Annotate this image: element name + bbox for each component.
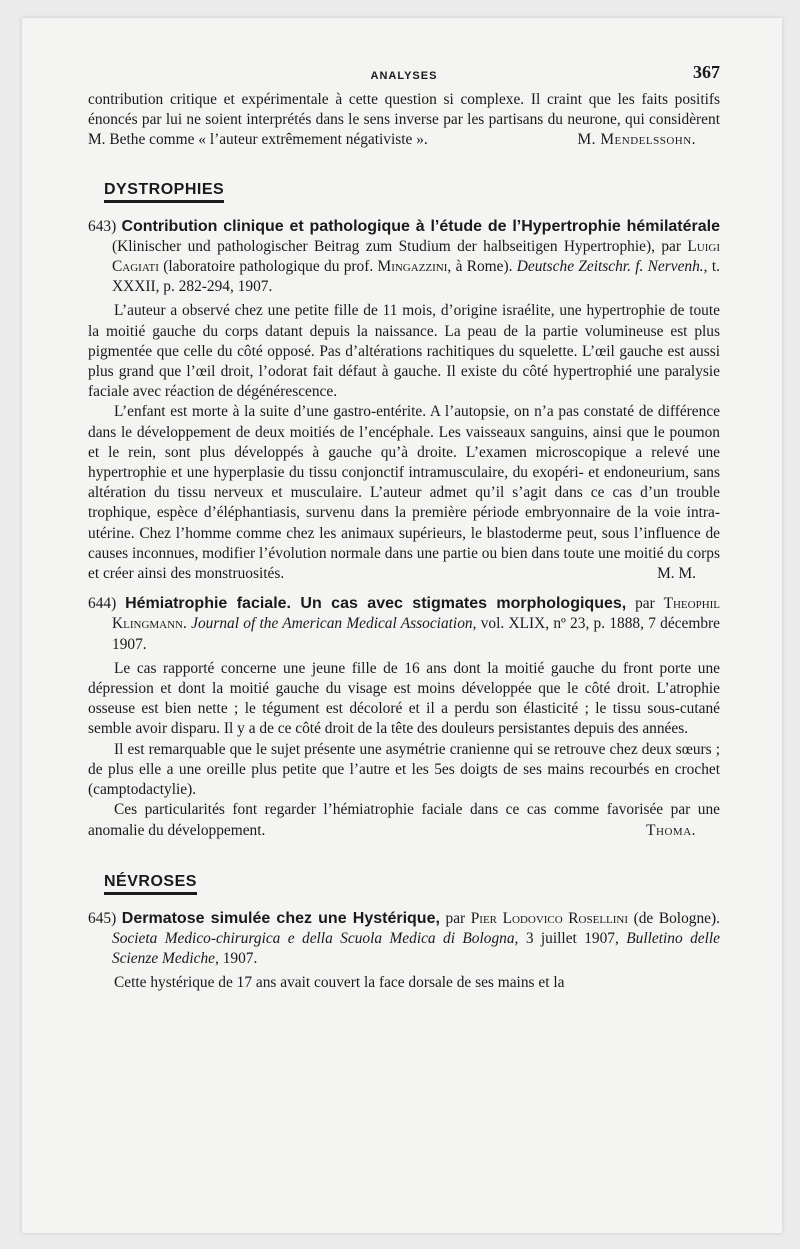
page-header <box>88 62 720 90</box>
entry-645-reference <box>88 909 720 970</box>
page <box>22 18 782 1233</box>
entry-643-paragraph-1: L’auteur a observé chez une petite fille de 11 mois, d’origine israélite, une hypertrophie de toute la moitié gauche du corps datant depuis la naissance. La peau de la partie volumineuse est plus pigmentée que celle du côté opposé. Pas d’altérations rachitiques du squelette. L’œil gauche est aussi plus grand que l’œil droit, l’odorat fait défaut à gauche. Il existe du côté hypertrophié une paralysie faciale avec réaction de dégénérescence. <box>88 302 720 401</box>
intro-paragraph <box>88 90 720 151</box>
entry-643-author: Luigi Cagiati <box>112 237 720 276</box>
intro-signature: M. Mendelssohn. <box>577 131 696 149</box>
intro-text: contribution critique et expérimentale à cette question si complexe. Il craint que les faits positifs énoncés par lui ne soient interprétés dans le sens inverse par les partisans du neurone, qui considèrent M. Bethe comme « l’auteur extrêmement négativiste ». <box>88 91 720 149</box>
section-heading-nevroses: NÉVROSES <box>104 873 197 895</box>
entry-644-journal: Journal of the American Medical Association <box>191 615 473 633</box>
entry-644-signature: Thoma. <box>646 821 696 839</box>
entry-643-reference <box>88 217 720 298</box>
entry-643-ref-text: (Klinischer und pathologischer Beitrag zum Studium der halbseitigen Hypertrophie), par <box>112 237 681 255</box>
entry-644-paragraph-3-text: Ces particularités font regarder l’hémiatrophie faciale dans ce cas comme favorisée par une anomalie du développement. <box>88 801 720 839</box>
section-heading-dystrophies: DYSTROPHIES <box>104 181 224 203</box>
entry-644-title: Hémiatrophie faciale. Un cas avec stigmates morphologiques, <box>125 595 627 613</box>
entry-643-ref-end: , t. XXXII, p. 282-294, 1907. <box>112 258 720 296</box>
entry-643-lab-author: Mingazzini <box>377 258 448 276</box>
entry-645-author: Pier Lodovico Rosellini <box>470 909 629 927</box>
running-head: ANALYSES <box>370 70 438 82</box>
entry-643-paragraph-2-text: L’enfant est morte à la suite d’une gastro-entérite. A l’autopsie, on n’a pas constaté de différence dans le développement de deux moitiés de l’encéphale. Les vaisseaux sanguins, ainsi que le poumon et le rein, sont plus développés à gauche qu’à droite. L’examen microscopique a relevé une hypertrophie et une hyperplasie du tissu conjonctif intramusculaire, du exopéri- et endoneurium, sans altération du tissu nerveux et musculaire. L’auteur admet qu’il s’agit dans ce cas d’un trouble trophique, espèce d’éléphantiasis, survenu dans la première période embryonnaire de la voie intra-utérine. Chez l’homme comme chez les animaux supérieurs, le blastoderme peut, sous l’influence de causes inconnues, modifier l’évolution normale dans une partie ou bien dans toute une moitié du corps et créer ainsi des monstruosités. <box>88 403 720 583</box>
entry-644-number: 644) <box>88 595 117 613</box>
entry-645 <box>88 909 720 994</box>
page-content <box>88 62 720 994</box>
entry-644-reference <box>88 594 720 655</box>
entry-645-par: par <box>445 909 466 927</box>
entry-643-lab-prefix: (laboratoire pathologique du prof. <box>163 258 374 276</box>
page-number: 367 <box>693 62 720 82</box>
entry-643-signature: M. M. <box>657 565 696 583</box>
entry-645-ref-mid: (de Bologne). <box>633 909 720 927</box>
entry-645-journal-1: Societa Medico-chirurgica e della Scuola Medica di Bologna, <box>112 929 519 947</box>
entry-644-par: par <box>635 595 655 613</box>
entry-645-number: 645) <box>88 909 117 927</box>
entry-644-paragraph-1: Le cas rapporté concerne une jeune fille de 16 ans dont la moitié gauche du front porte une dépression et dont la moitié gauche du visage est moins développée que le côté droit. L’atrophie osseuse est bien nette ; le tégument est décoloré et il a perdu son élasticité ; le tissu sous-cutané semble avoir disparu. Il y a de ce côté droit de la tête des douleurs persistantes depuis des années. <box>88 659 720 738</box>
entry-644-paragraph-3 <box>88 800 720 840</box>
entry-644-paragraph-2: Il est remarquable que le sujet présente une asymétrie cranienne qui se retrouve chez deux sœurs ; de plus elle a une oreille plus petite que l’autre et les 5es doigts de ses mains recourbés en crochet (camptodactylie). <box>88 740 720 799</box>
entry-644-ref-end: , vol. XLIX, nº 23, p. 1888, 7 décembre 1907. <box>112 615 720 653</box>
entry-644-author: Theophil Klingmann. <box>112 595 721 633</box>
entry-645-journal-2: Bulletino delle Scienze Mediche, <box>112 929 720 968</box>
entry-645-ref-end: 1907. <box>222 950 258 968</box>
entry-644 <box>88 594 720 840</box>
entry-643 <box>88 217 720 585</box>
entry-643-lab-suffix: , à Rome). <box>447 258 513 276</box>
entry-645-title: Dermatose simulée chez une Hystérique, <box>121 909 440 927</box>
entry-643-journal: Deutsche Zeitschr. f. Nervenh. <box>516 258 704 276</box>
entry-645-date: 3 juillet 1907, <box>525 929 619 947</box>
entry-643-paragraph-2 <box>88 402 720 584</box>
entry-643-title: Contribution clinique et pathologique à l’étude de l’Hypertrophie hémilatérale <box>121 217 720 235</box>
entry-645-paragraph-1: Cette hystérique de 17 ans avait couvert la face dorsale de ses mains et la <box>114 974 565 992</box>
entry-643-number: 643) <box>88 217 117 235</box>
